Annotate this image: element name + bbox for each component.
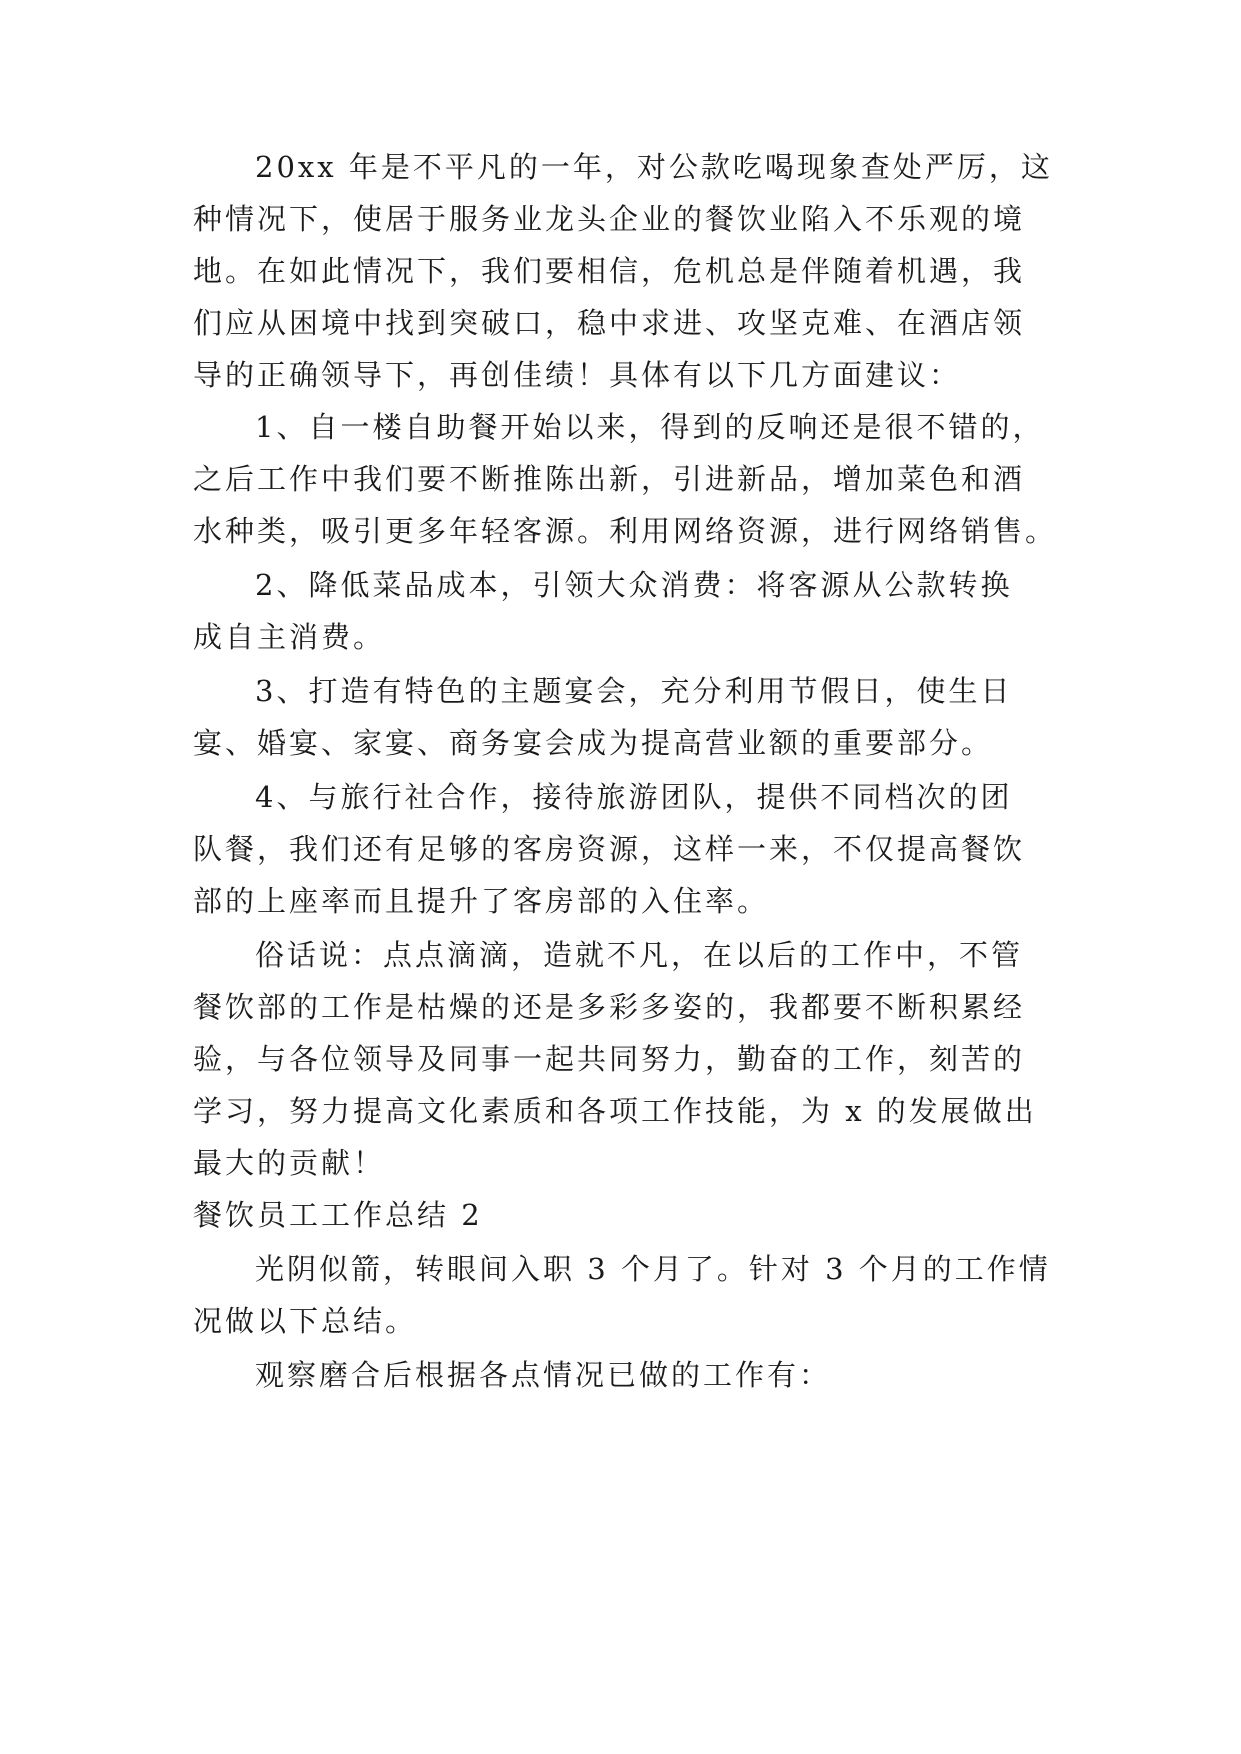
text-line: 种情况下，使居于服务业龙头企业的餐饮业陷入不乐观的境: [193, 202, 1026, 236]
text-line: 们应从困境中找到突破口，稳中求进、攻坚克难、在酒店领: [193, 306, 1026, 340]
text-line: 3、打造有特色的主题宴会，充分利用节假日，使生日: [255, 674, 1013, 708]
text-line: 宴、婚宴、家宴、商务宴会成为提高营业额的重要部分。: [193, 726, 994, 760]
text-line: 地。在如此情况下，我们要相信，危机总是伴随着机遇，我: [193, 254, 1026, 288]
text-line: 部的上座率而且提升了客房部的入住率。: [193, 884, 770, 918]
section-heading: 餐饮员工工作总结 2: [193, 1198, 483, 1232]
text-line: 最大的贡献！: [193, 1146, 386, 1180]
text-line: 光阴似箭，转眼间入职 3 个月了。针对 3 个月的工作情: [255, 1252, 1051, 1286]
text-line: 验，与各位领导及同事一起共同努力，勤奋的工作，刻苦的: [193, 1042, 1026, 1076]
text-line: 水种类，吸引更多年轻客源。利用网络资源，进行网络销售。: [193, 514, 1058, 548]
text-line: 学习，努力提高文化素质和各项工作技能，为 x 的发展做出: [193, 1094, 1037, 1128]
text-line: 1、自一楼自助餐开始以来，得到的反响还是很不错的，: [255, 410, 1045, 444]
text-line: 观察磨合后根据各点情况已做的工作有：: [255, 1358, 832, 1392]
text-line: 导的正确领导下，再创佳绩！具体有以下几方面建议：: [193, 358, 962, 392]
text-line: 之后工作中我们要不断推陈出新，引进新品，增加菜色和酒: [193, 462, 1026, 496]
text-line: 俗话说：点点滴滴，造就不凡，在以后的工作中，不管: [255, 938, 1024, 972]
text-line: 队餐，我们还有足够的客房资源，这样一来，不仅提高餐饮: [193, 832, 1026, 866]
text-line: 况做以下总结。: [193, 1304, 418, 1338]
text-line: 4、与旅行社合作，接待旅游团队，提供不同档次的团: [255, 780, 1013, 814]
text-line: 20xx 年是不平凡的一年，对公款吃喝现象查处严厉，这: [255, 150, 1053, 184]
text-line: 餐饮部的工作是枯燥的还是多彩多姿的，我都要不断积累经: [193, 990, 1026, 1024]
text-line: 成自主消费。: [193, 620, 386, 654]
text-line: 2、降低菜品成本，引领大众消费：将客源从公款转换: [255, 568, 1013, 602]
